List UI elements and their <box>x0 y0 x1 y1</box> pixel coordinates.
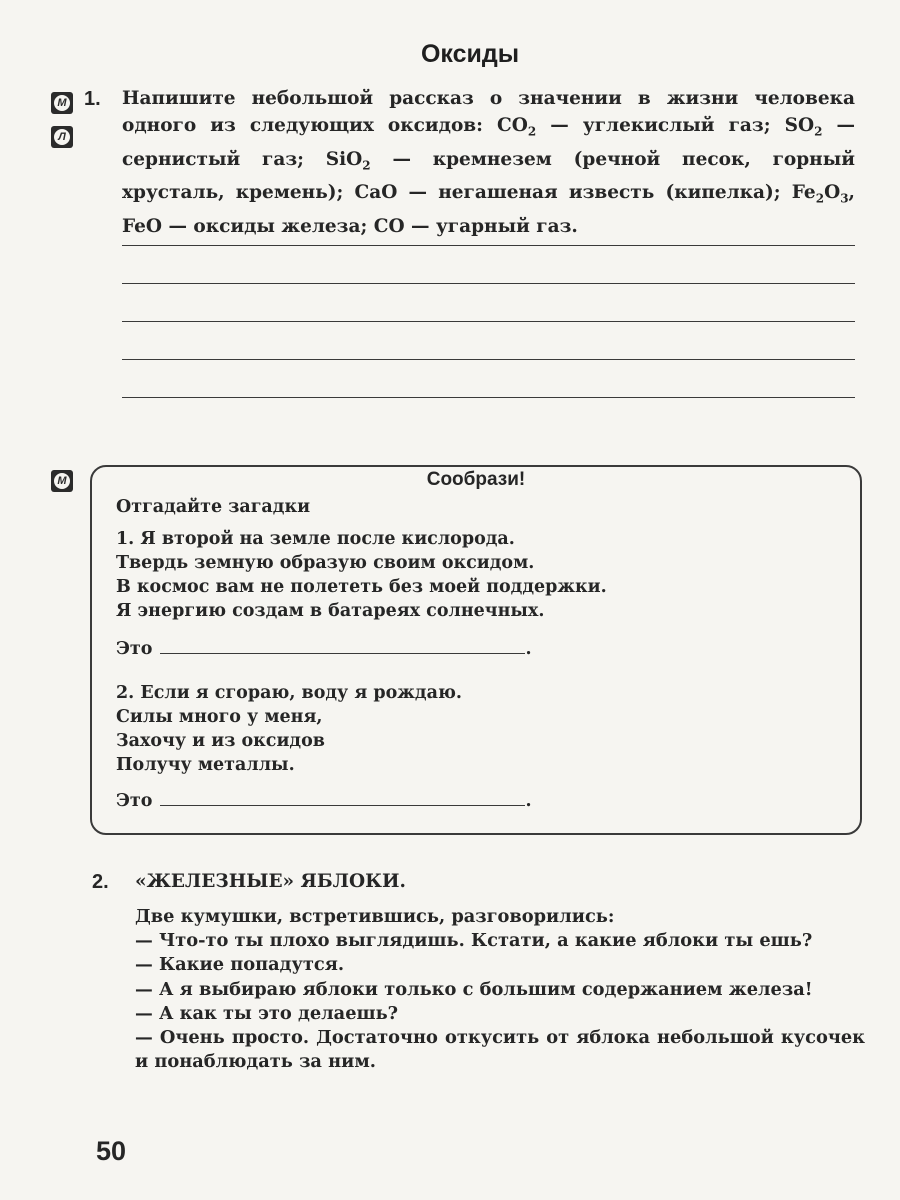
answer-line[interactable] <box>122 397 855 398</box>
badge-letter: М <box>54 473 70 489</box>
m-badge-icon <box>51 470 73 492</box>
riddles-subtitle: Отгадайте загадки <box>116 497 311 517</box>
l-badge-icon <box>51 126 73 148</box>
answer-line[interactable] <box>122 359 855 360</box>
page-number: 50 <box>96 1136 127 1166</box>
task2-number: 2. <box>92 871 109 893</box>
m-badge-icon <box>51 92 73 114</box>
page-title: Оксиды <box>420 40 520 68</box>
answer-line[interactable] <box>122 283 855 284</box>
riddle-2-answer[interactable]: Это . <box>116 791 532 811</box>
task2-title: «ЖЕЛЕЗНЫЕ» ЯБЛОКИ. <box>135 871 406 892</box>
answer-line[interactable] <box>122 245 855 246</box>
answer-blank <box>160 637 525 654</box>
answer-blank <box>160 789 525 806</box>
riddle-2: 2. Если я сгораю, воду я рождаю. Силы много у меня, Захочу и из оксидов Получу металлы. <box>116 683 462 775</box>
task1-text: Напишите небольшой рассказ о значении в жизни человека одного из следующих оксидов: $CO_2$ — углекислый газ; $SO_2$ — сернистый газ; SiO$_2$ — кремнезем (речной песок, горный хрусталь, кремень); CaO — негашеная известь (кипелка); $Fe_2O_3$, FeO — оксиды железа; CO — угарный газ. <box>122 88 855 238</box>
badge-letter: М <box>54 95 70 111</box>
badge-letter: Л <box>54 129 70 145</box>
task2-text: Две кумушки, встретившись, разговорились: — Что-то ты плохо выглядишь. Кстати, а какие яблоки ты ешь? — Какие попадутся. — А я выбираю яблоки только с большим содержанием железа! — А как ты это делаешь? — Очень просто. Достаточно откусить от яблока небольшой кусочек и понаблюдать за ним. <box>135 906 865 1073</box>
riddle-1-answer[interactable]: Это . <box>116 639 532 659</box>
riddle-1: 1. Я второй на земле после кислорода. Твердь земную образую своим оксидом. В космос вам не полететь без моей поддержки. Я энергию создам в батареях солнечных. <box>116 529 607 621</box>
think-box-title: Сообрази! <box>426 469 526 490</box>
task1-number: 1. <box>84 88 101 110</box>
answer-line[interactable] <box>122 321 855 322</box>
think-box <box>90 465 862 835</box>
